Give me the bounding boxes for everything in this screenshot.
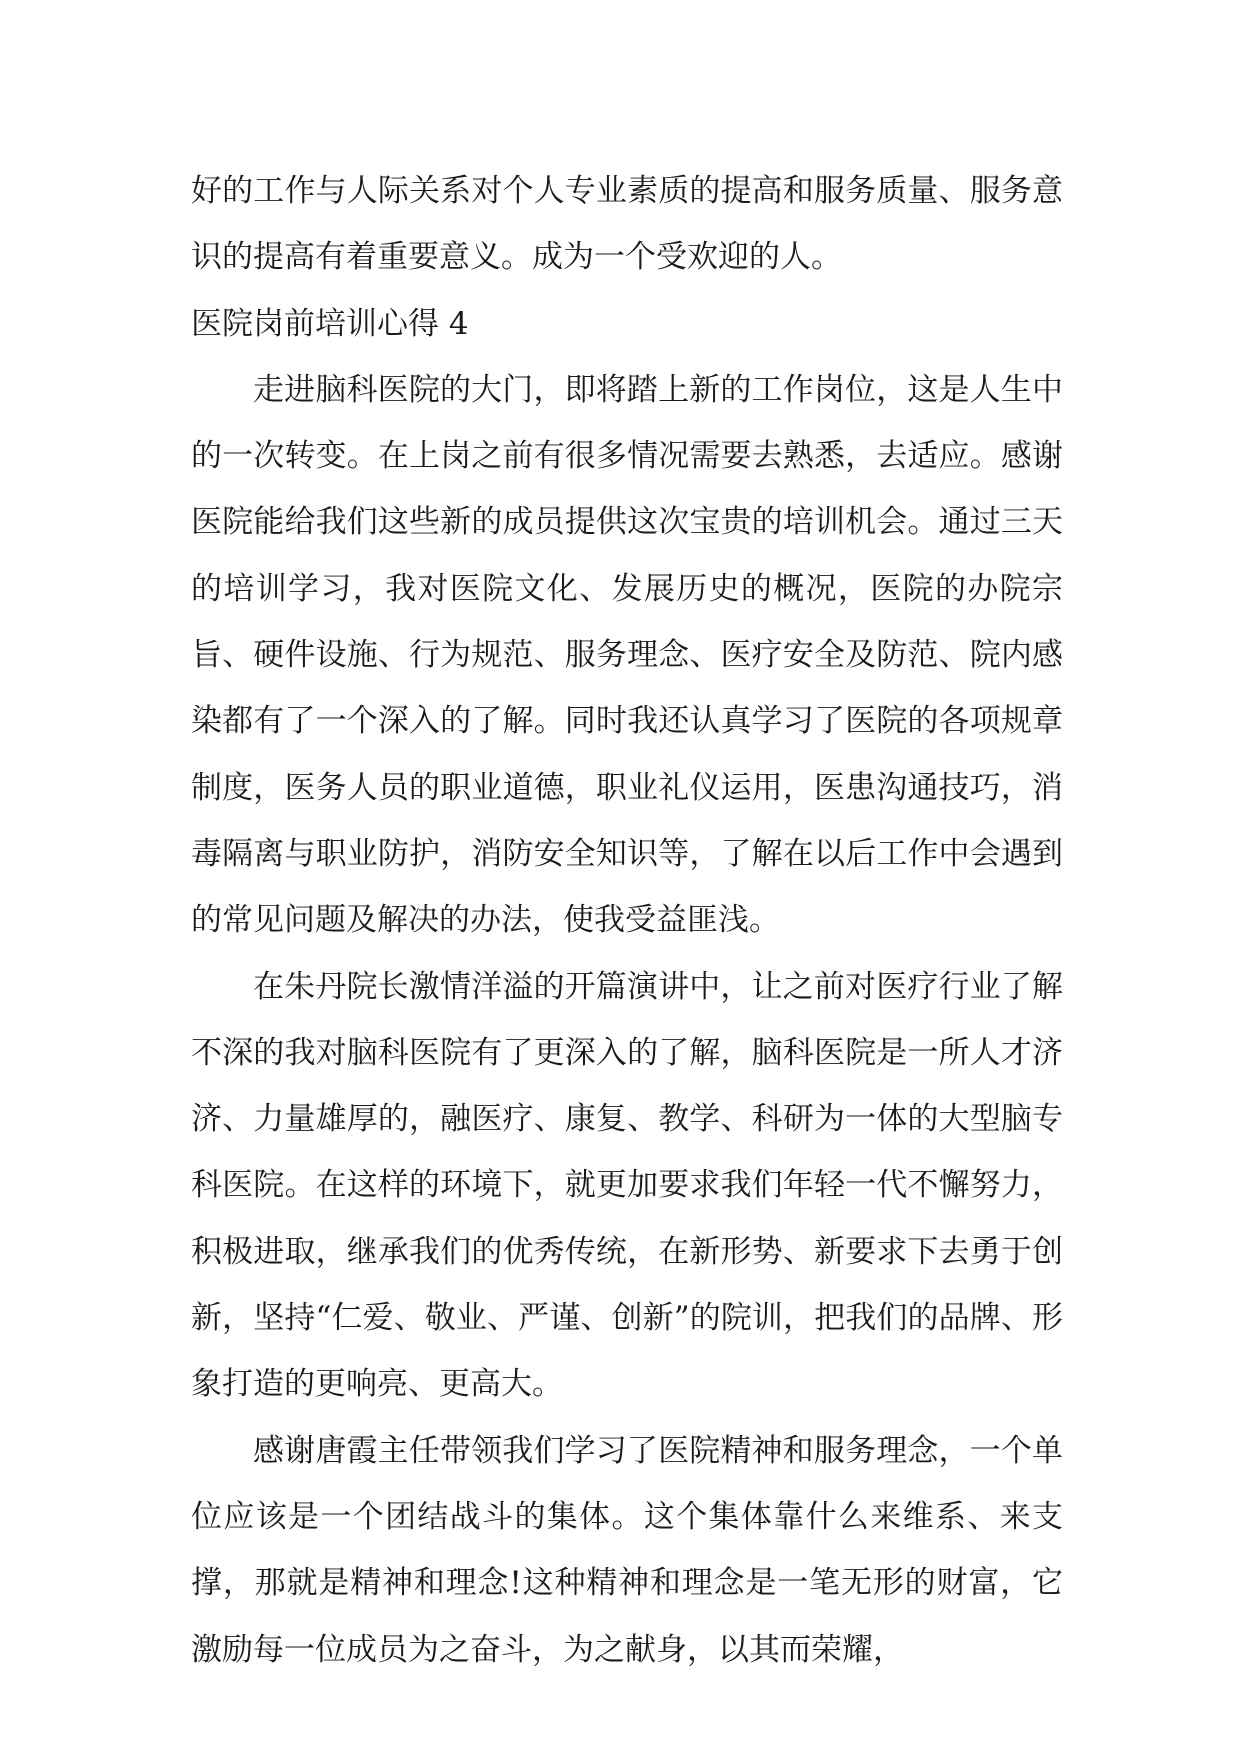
paragraph-continuation: 好的工作与人际关系对个人专业素质的提高和服务质量、服务意识的提高有着重要意义。成为一个受欢迎的人。 — [191, 173, 1063, 276]
paragraph-intro: 走进脑科医院的大门，即将踏上新的工作岗位，这是人生中的一次转变。在上岗之前有很多情况需要去熟悉，去适应。感谢医院能给我们这些新的成员提供这次宝贵的培训机会。通过三天的培训学习，我对医院文化、发展历史的概况，医院的办院宗旨、硬件设施、行为规范、服务理念、医疗安全及防范、院内感染都有了一个深入的了解。同时我还认真学习了医院的各项规章制度，医务人员的职业道德，职业礼仪运用，医患沟通技巧，消毒隔离与职业防护，消防安全知识等，了解在以后工作中会遇到的常见问题及解决的办法，使我受益匪浅。 — [191, 371, 1063, 939]
section-heading: 医院岗前培训心得 4 — [191, 305, 469, 342]
paragraph-hospital-spirit: 感谢唐霞主任带领我们学习了医院精神和服务理念，一个单位应该是一个团结战斗的集体。这个集体靠什么来维系、来支撑，那就是精神和理念!这种精神和理念是一笔无形的财富，它激励每一位成员为之奋斗，为之献身，以其而荣耀， — [191, 1432, 1063, 1668]
document-body — [191, 158, 1063, 1683]
paragraph-dean-speech: 在朱丹院长激情洋溢的开篇演讲中，让之前对医疗行业了解不深的我对脑科医院有了更深入的了解，脑科医院是一所人才济济、力量雄厚的，融医疗、康复、教学、科研为一体的大型脑专科医院。在这样的环境下，就更加要求我们年轻一代不懈努力，积极进取，继承我们的优秀传统，在新形势、新要求下去勇于创新，坚持“仁爱、敬业、严谨、创新”的院训，把我们的品牌、形象打造的更响亮、更高大。 — [191, 968, 1063, 1403]
